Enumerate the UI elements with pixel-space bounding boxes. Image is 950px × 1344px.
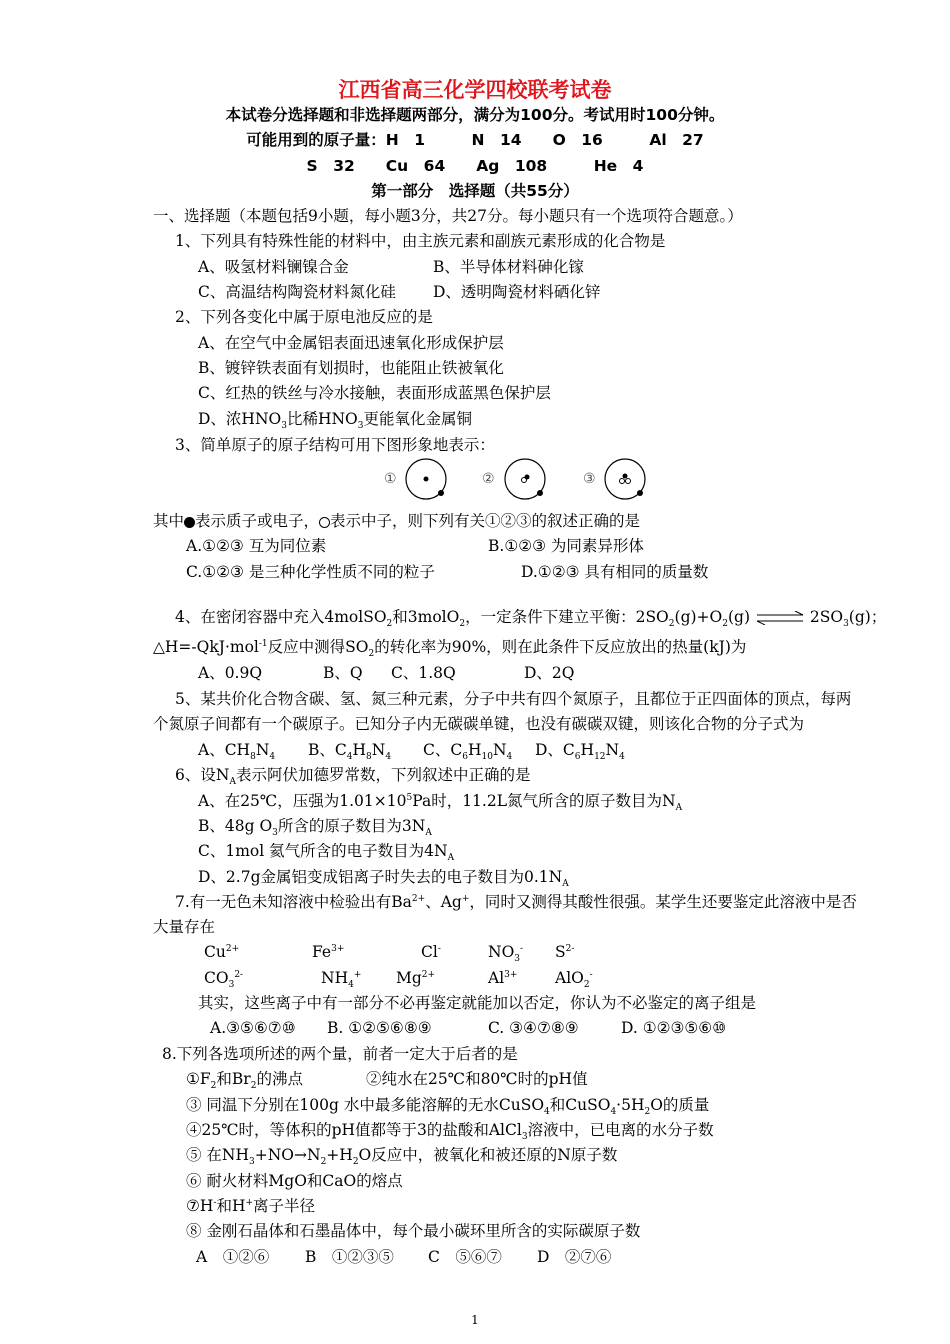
atom-3-electron: [637, 490, 643, 496]
q1-option-d: D、透明陶瓷材料硒化锌: [433, 283, 601, 301]
exam-title: 江西省高三化学四校联考试卷: [338, 78, 612, 102]
equilibrium-arrow-icon: [755, 611, 805, 625]
q8-option-a: A ①②⑥: [196, 1248, 270, 1266]
q4-stem: 4、在密闭容器中充入4molSO$_2$和3molO$_2$，一定条件下建立平衡：$2SO_2(g)+O_2(g)$ $2SO_3(g)$；: [175, 608, 887, 630]
section-one-heading: 一、选择题（本题包括9小题，每小题3分，共27分。每小题只有一个选项符合题意。）: [153, 207, 743, 225]
q5-stem-line-2: 个氮原子间都有一个碳原子。已知分子内无碳碳单键，也没有碳碳双键，则该化合物的分子式为: [153, 715, 805, 733]
q5-option-b: B、$C_4H_8N_4$: [308, 741, 392, 763]
q7-option-b: B. ①②⑤⑥⑧⑨: [327, 1019, 432, 1037]
q3-option-c: C.①②③ 是三种化学性质不同的粒子: [186, 563, 435, 581]
q7-option-a: A.③⑤⑥⑦⑩: [210, 1019, 296, 1037]
atom-3-neutron-a: [620, 479, 625, 484]
q2-option-d: D、浓$HNO_3$比稀$HNO_3$更能氧化金属铜: [198, 410, 472, 432]
q5-option-c: C、$C_6H_{10}N_4$: [423, 741, 513, 763]
q6-option-b: B、48g $O_3$所含的原子数目为$3N_A$: [198, 817, 432, 839]
q4-option-c: C、1.8Q: [391, 664, 456, 682]
q2-option-a: A、在空气中金属铝表面迅速氧化形成保护层: [198, 334, 504, 352]
q7-option-c: C. ③④⑦⑧⑨: [488, 1019, 579, 1037]
atom-2-electron: [537, 490, 543, 496]
ion-nh4: $NH_4^+$: [321, 969, 362, 991]
open-circle-icon: [319, 517, 330, 528]
q8-item-2: ②纯水在25℃和80℃时的pH值: [366, 1070, 588, 1088]
q7-stem-line-1: 7.有一无色未知溶液中检验出有$Ba^{2+}$、Ag+，同时又测得其酸性很强。某学生还要鉴定此溶液中是否: [175, 893, 857, 911]
q8-item-4: ④25℃时，等体积的pH值都等于3的盐酸和AlCl$_3$溶液中，已电离的水分子数: [186, 1121, 714, 1143]
ion-cl: Cl-: [421, 943, 441, 961]
atom-label-1: ①: [384, 471, 397, 487]
q8-item-7: ⑦H-和H+离子半径: [186, 1197, 316, 1215]
q1-stem: 1、下列具有特殊性能的材料中，由主族元素和副族元素形成的化合物是: [175, 232, 666, 250]
q3-option-b: B.①②③ 为同素异形体: [488, 537, 644, 555]
q6-stem: 6、设$N_A$表示阿伏加德罗常数，下列叙述中正确的是: [175, 766, 531, 788]
q6-option-d: D、2.7g金属铝变成铝离子时失去的电子数目为$0.1N_A$: [198, 868, 569, 890]
q3-stem: 3、简单原子的原子结构可用下图形象地表示：: [175, 436, 495, 454]
ion-s: $S^{2-}$: [555, 943, 575, 961]
atom-2-proton: [525, 475, 530, 480]
q4-option-a: A、0.9Q: [198, 664, 263, 682]
atom-3-neutron-b: [626, 479, 631, 484]
q7-stem-line-3: 其实，这些离子中有一部分不必再鉴定就能加以否定，你认为不必鉴定的离子组是: [198, 994, 757, 1012]
atom-structure-diagram: [380, 458, 670, 502]
q8-option-c: C ⑤⑥⑦: [428, 1248, 502, 1266]
q7-stem-line-2: 大量存在: [153, 918, 216, 936]
atom-1-proton: [424, 477, 429, 482]
q5-stem-line-1: 5、某共价化合物含碳、氢、氮三种元素，分子中共有四个氮原子，且都位于正四面体的顶点，每两: [175, 690, 852, 708]
ion-no3: $NO_3^-$: [488, 943, 524, 965]
ion-cu: $Cu^{2+}$: [204, 943, 240, 961]
q6-option-a: A、在25℃，压强为$1.01\times 10^5Pa$时，11.2L氮气所含的原子数目为$N_A$: [198, 792, 683, 814]
q5-option-d: D、$C_6H_{12}N_4$: [535, 741, 625, 763]
ion-al: $Al^{3+}$: [488, 969, 518, 987]
q1-option-b: B、半导体材料砷化镓: [433, 258, 584, 276]
ion-mg: $Mg^{2+}$: [396, 969, 436, 987]
q8-stem: 8.下列各选项所述的两个量，前者一定大于后者的是: [162, 1045, 518, 1063]
q4-stem-line-2: △H=-QkJ·mol$^{-1}$反应中测得$SO_2$的转化率为90%，则在此条件下反应放出的热量(kJ)为: [153, 638, 747, 660]
ion-fe: $Fe^{3+}$: [312, 943, 345, 961]
atomic-mass-line-1: 可能用到的原子量：H 1 N 14 O 16 Al 27: [246, 131, 704, 149]
atomic-mass-line-2: S 32 Cu 64 Ag 108 He 4: [306, 157, 644, 175]
part-one-heading: 第一部分 选择题（共55分）: [371, 182, 579, 200]
ion-co3: $CO_3^{2-}$: [204, 969, 244, 991]
q3-option-d: D.①②③ 具有相同的质量数: [521, 563, 709, 581]
q4-option-b: B、Q: [323, 664, 363, 682]
q6-option-c: C、1mol 氦气所含的电子数目为$4N_A$: [198, 842, 455, 864]
q1-option-a: A、吸氢材料镧镍合金: [198, 258, 349, 276]
q3-option-a: A.①②③ 互为同位素: [186, 537, 327, 555]
q8-option-b: B ①②③⑤: [305, 1248, 394, 1266]
page-number: 1: [471, 1313, 479, 1327]
q7-option-d: D. ①②③⑤⑥⑩: [621, 1019, 727, 1037]
atom-label-2: ②: [482, 471, 495, 487]
q8-item-5: ⑤ 在$NH_3+NO\to N_2+H_2O$反应中，被氧化和被还原的N原子数: [186, 1146, 618, 1168]
atom-3-proton: [623, 474, 628, 479]
exam-intro: 本试卷分选择题和非选择题两部分，满分为100分。考试用时100分钟。: [225, 106, 725, 124]
q2-option-c: C、红热的铁丝与冷水接触，表面形成蓝黑色保护层: [198, 384, 551, 402]
q4-option-d: D、2Q: [524, 664, 575, 682]
q1-option-c: C、高温结构陶瓷材料氮化硅: [198, 283, 396, 301]
atom-1-electron: [438, 490, 444, 496]
q8-item-8: ⑧ 金刚石晶体和石墨晶体中，每个最小碳环里所含的实际碳原子数: [186, 1222, 641, 1240]
atom-label-3: ③: [583, 471, 596, 487]
q8-option-d: D ②⑦⑥: [537, 1248, 612, 1266]
q8-item-3: ③ 同温下分别在100g 水中最多能溶解的无水CuSO$_4$和$CuSO_4\cdot 5H_2O$的质量: [186, 1096, 710, 1118]
q2-option-b: B、镀锌铁表面有划损时，也能阻止铁被氧化: [198, 359, 504, 377]
q2-stem: 2、下列各变化中属于原电池反应的是: [175, 308, 433, 326]
q5-option-a: A、$CH_8N_4$: [198, 741, 276, 763]
q8-item-6: ⑥ 耐火材料MgO和CaO的熔点: [186, 1172, 403, 1190]
ion-alo2: AlO$_2$-: [555, 969, 593, 991]
q8-item-1: $①F_2$和$Br_2$的沸点: [186, 1070, 303, 1092]
filled-circle-icon: [184, 517, 195, 528]
q3-legend: 其中 表示质子或电子， 表示中子，则下列有关①②③的叙述正确的是: [153, 512, 641, 530]
